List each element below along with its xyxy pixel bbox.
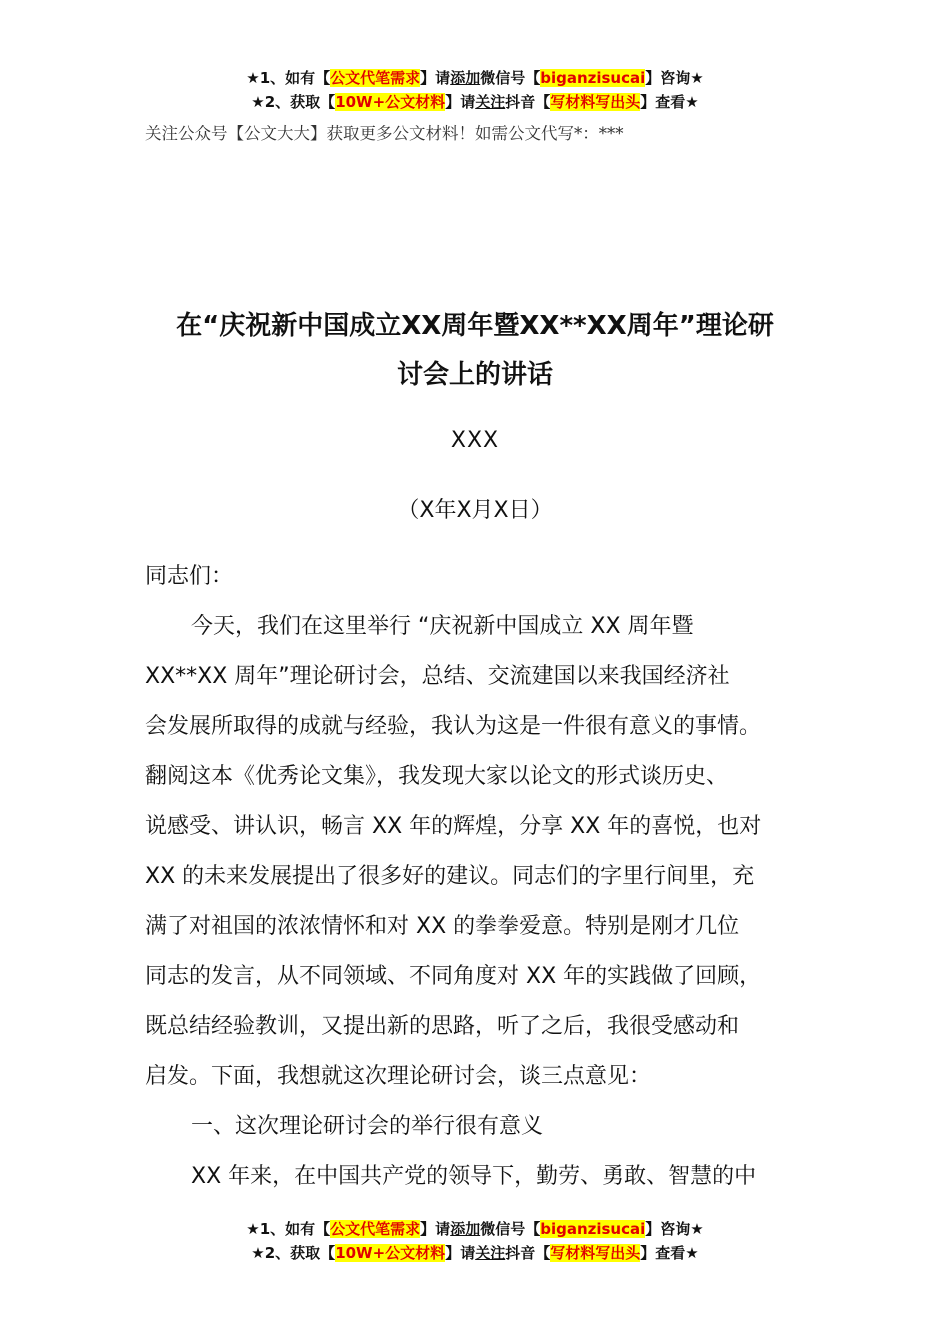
body-line: XX**XX 周年”理论研讨会，总结、交流建国以来我国经济社	[145, 664, 730, 689]
body-line: 启发。下面，我想就这次理论研讨会，谈三点意见：	[145, 1064, 652, 1089]
notice-line: 关注公众号【公文大大】获取更多公文材料！如需公文代写*：***	[145, 124, 624, 143]
banner-underline: 添加	[450, 1220, 481, 1238]
banner-text: 抖音【	[505, 93, 551, 111]
banner-text: 】请	[420, 1220, 451, 1238]
banner-highlight: 写材料写出头	[550, 1244, 641, 1262]
body-line: XX 的未来发展提出了很多好的建议。同志们的字里行间里，充	[145, 864, 755, 889]
banner-line-2	[0, 1241, 950, 1265]
document-title	[130, 302, 820, 400]
body-line: 今天，我们在这里举行 “庆祝新中国成立 XX 周年暨	[191, 614, 694, 639]
title-line-1: 在“庆祝新中国成立XX周年暨XX**XX周年”理论研	[176, 311, 774, 341]
banner-highlight: 公文代笔需求	[330, 1220, 421, 1238]
section-heading: 一、这次理论研讨会的举行很有意义	[191, 1114, 544, 1139]
banner-text: 】查看★	[640, 1244, 699, 1262]
banner-text: ★2、获取【	[251, 93, 336, 111]
banner-text: 】请	[445, 93, 476, 111]
banner-text: 】咨询★	[645, 69, 704, 87]
banner-text: 】请	[420, 69, 451, 87]
banner-text: 】查看★	[640, 93, 699, 111]
banner-highlight: biganzisucai	[540, 69, 646, 87]
body-line: 满了对祖国的浓浓情怀和对 XX 的拳拳爱意。特别是刚才几位	[145, 914, 740, 939]
body-line: 同志的发言，从不同领域、不同角度对 XX 年的实践做了回顾，	[145, 964, 762, 989]
footer-banner	[0, 1217, 950, 1265]
banner-highlight: 10W+公文材料	[335, 1244, 446, 1262]
author: XXX	[450, 428, 500, 453]
date: （X年X月X日）	[397, 498, 553, 523]
salutation: 同志们：	[145, 564, 234, 589]
body-line: 既总结经验教训，又提出新的思路，听了之后，我很受感动和	[145, 1014, 740, 1039]
body-line: XX 年来，在中国共产党的领导下，勤劳、勇敢、智慧的中	[191, 1164, 757, 1189]
banner-underline: 关注	[475, 1244, 506, 1262]
banner-line-1	[0, 1217, 950, 1241]
banner-highlight: 公文代笔需求	[330, 69, 421, 87]
banner-text: 微信号【	[480, 69, 541, 87]
banner-underline: 关注	[475, 93, 506, 111]
title-line-2: 讨会上的讲话	[396, 360, 553, 390]
banner-highlight: 写材料写出头	[550, 93, 641, 111]
banner-line-1	[0, 66, 950, 90]
banner-line-2	[0, 90, 950, 114]
document-body	[145, 552, 835, 1202]
body-line: 会发展所取得的成就与经验，我认为这是一件很有意义的事情。	[145, 714, 762, 739]
banner-text: 】请	[445, 1244, 476, 1262]
banner-text: ★1、如有【	[246, 69, 331, 87]
body-line: 翻阅这本《优秀论文集》，我发现大家以论文的形式谈历史、	[145, 764, 729, 789]
banner-text: ★2、获取【	[251, 1244, 336, 1262]
banner-text: ★1、如有【	[246, 1220, 331, 1238]
banner-highlight: 10W+公文材料	[335, 93, 446, 111]
banner-underline: 添加	[450, 69, 481, 87]
banner-highlight: biganzisucai	[540, 1220, 646, 1238]
banner-text: 抖音【	[505, 1244, 551, 1262]
banner-text: 微信号【	[480, 1220, 541, 1238]
header-banner	[0, 66, 950, 114]
banner-text: 】咨询★	[645, 1220, 704, 1238]
body-line: 说感受、讲认识，畅言 XX 年的辉煌，分享 XX 年的喜悦，也对	[145, 814, 762, 839]
